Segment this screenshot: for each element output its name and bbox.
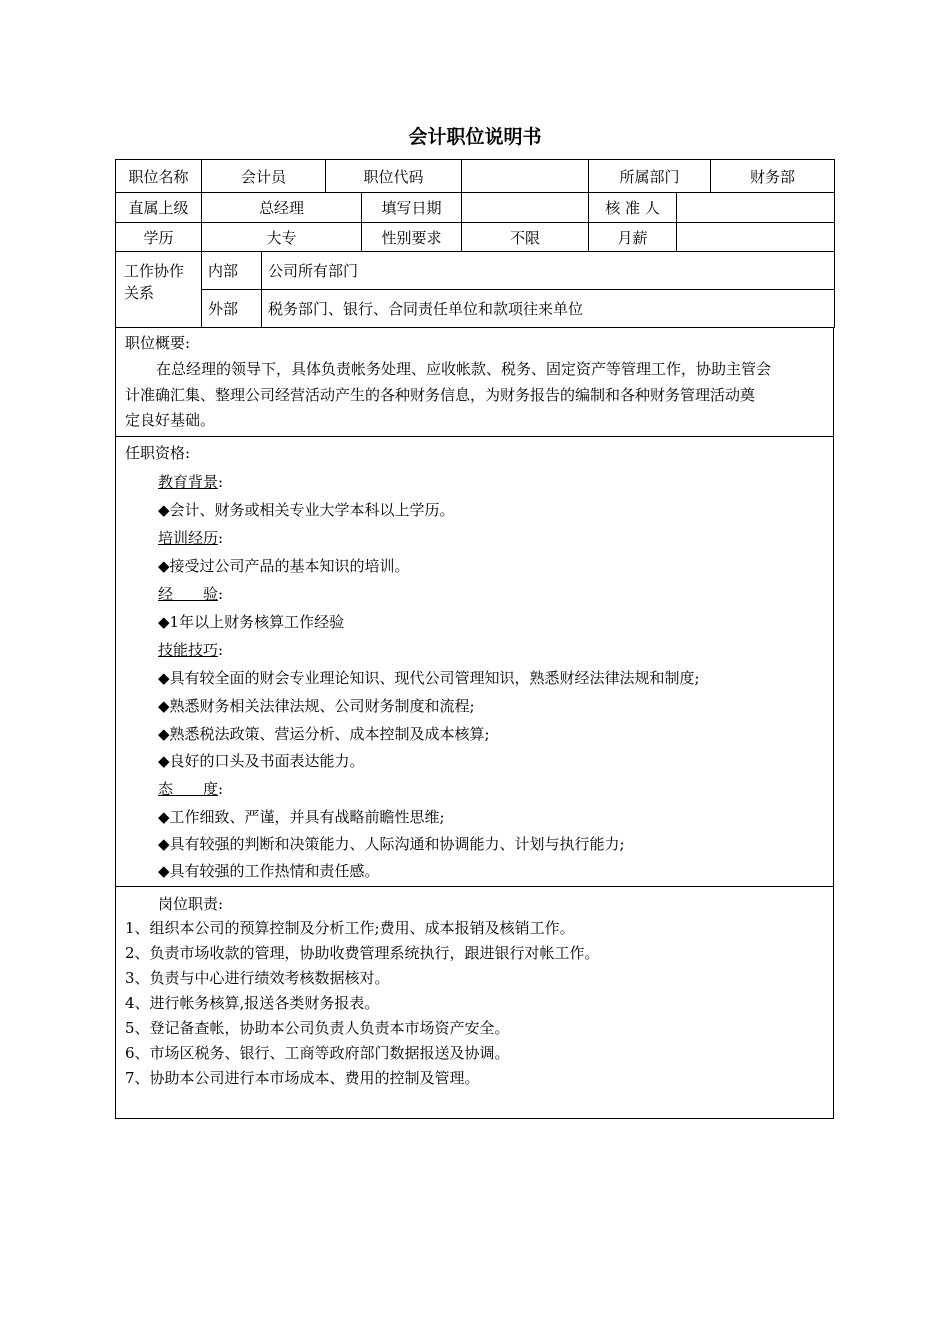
label-internal: 内部: [202, 252, 262, 290]
summary-heading: 职位概要:: [125, 334, 191, 352]
list-item: ◆会计、财务或相关专业大学本科以上学历。: [158, 501, 455, 519]
duty-item: 2、负责市场收款的管理，协助收费管理系统执行，跟进银行对帐工作。: [125, 944, 600, 962]
attitude-heading: 态 度:: [158, 780, 224, 798]
value-position-code: [462, 160, 589, 193]
duty-item: 1、组织本公司的预算控制及分析工作;费用、成本报销及核销工作。: [125, 919, 575, 937]
education-heading: 教育背景:: [158, 473, 224, 491]
label-department: 所属部门: [589, 160, 711, 193]
experience-heading: 经 验:: [158, 585, 224, 603]
value-education: 大专: [202, 223, 362, 252]
qualifications-heading: 任职资格:: [125, 444, 191, 462]
label-external: 外部: [202, 290, 262, 328]
duties-heading: 岗位职责:: [158, 895, 224, 913]
list-item: ◆工作细致、严谨，并具有战略前瞻性思维;: [158, 808, 445, 826]
summary-line: 在总经理的领导下，具体负责帐务处理、应收帐款、税务、固定资产等管理工作，协助主管会: [156, 360, 772, 378]
info-row-position: [115, 159, 835, 193]
value-approver: [677, 193, 835, 223]
list-item: ◆良好的口头及书面表达能力。: [158, 752, 365, 770]
education-label: 教育背景: [158, 473, 219, 491]
summary-line: 定良好基础。: [125, 411, 216, 429]
label-education: 学历: [116, 223, 202, 252]
duty-item: 6、市场区税务、银行、工商等政府部门数据报送及协调。: [125, 1044, 510, 1062]
job-duties: [115, 887, 834, 1119]
work-relations: [115, 251, 835, 328]
value-salary: [677, 223, 835, 252]
training-label: 培训经历: [158, 529, 219, 547]
experience-label: 经 验: [158, 585, 219, 603]
value-internal: 公司所有部门: [262, 252, 835, 290]
list-item: ◆具有较强的工作热情和责任感。: [158, 862, 380, 880]
label-relations: 工作协作关系: [116, 252, 202, 328]
value-external: 税务部门、银行、合同责任单位和款项往来单位: [262, 290, 835, 328]
value-superior: 总经理: [202, 193, 362, 223]
value-position-name: 会计员: [202, 160, 326, 193]
value-department: 财务部: [711, 160, 835, 193]
skills-heading: 技能技巧:: [158, 641, 224, 659]
summary-line: 计准确汇集、整理公司经营活动产生的各种财务信息，为财务报告的编制和各种财务管理活动奠: [125, 386, 756, 404]
attitude-label: 态 度: [158, 780, 219, 798]
list-item: ◆熟悉税法政策、营运分析、成本控制及成本核算;: [158, 725, 490, 743]
document-title: 会计职位说明书: [408, 126, 542, 148]
list-item: ◆1年以上财务核算工作经验: [158, 613, 345, 631]
qualifications: [115, 437, 834, 887]
list-item: ◆熟悉财务相关法律法规、公司财务制度和流程;: [158, 697, 475, 715]
value-gender: 不限: [462, 223, 589, 252]
duty-item: 7、协助本公司进行本市场成本、费用的控制及管理。: [125, 1069, 480, 1087]
position-summary: [115, 327, 834, 437]
value-fill-date: [462, 193, 589, 223]
label-approver: 核 准 人: [589, 193, 677, 223]
label-gender: 性别要求: [362, 223, 462, 252]
label-position-name: 职位名称: [116, 160, 202, 193]
duty-item: 3、负责与中心进行绩效考核数据核对。: [125, 969, 390, 987]
label-fill-date: 填写日期: [362, 193, 462, 223]
label-position-code: 职位代码: [326, 160, 462, 193]
skills-label: 技能技巧: [158, 641, 219, 659]
list-item: ◆具有较强的判断和决策能力、人际沟通和协调能力、计划与执行能力;: [158, 835, 625, 853]
info-row-education: [115, 222, 835, 252]
duty-item: 4、进行帐务核算,报送各类财务报表。: [125, 994, 380, 1012]
training-heading: 培训经历:: [158, 529, 224, 547]
info-row-superior: [115, 192, 835, 223]
label-salary: 月薪: [589, 223, 677, 252]
list-item: ◆具有较全面的财会专业理论知识、现代公司管理知识，熟悉财经法律法规和制度;: [158, 669, 700, 687]
label-superior: 直属上级: [116, 193, 202, 223]
duty-item: 5、登记备查帐，协助本公司负责人负责本市场资产安全。: [125, 1019, 510, 1037]
list-item: ◆接受过公司产品的基本知识的培训。: [158, 557, 410, 575]
